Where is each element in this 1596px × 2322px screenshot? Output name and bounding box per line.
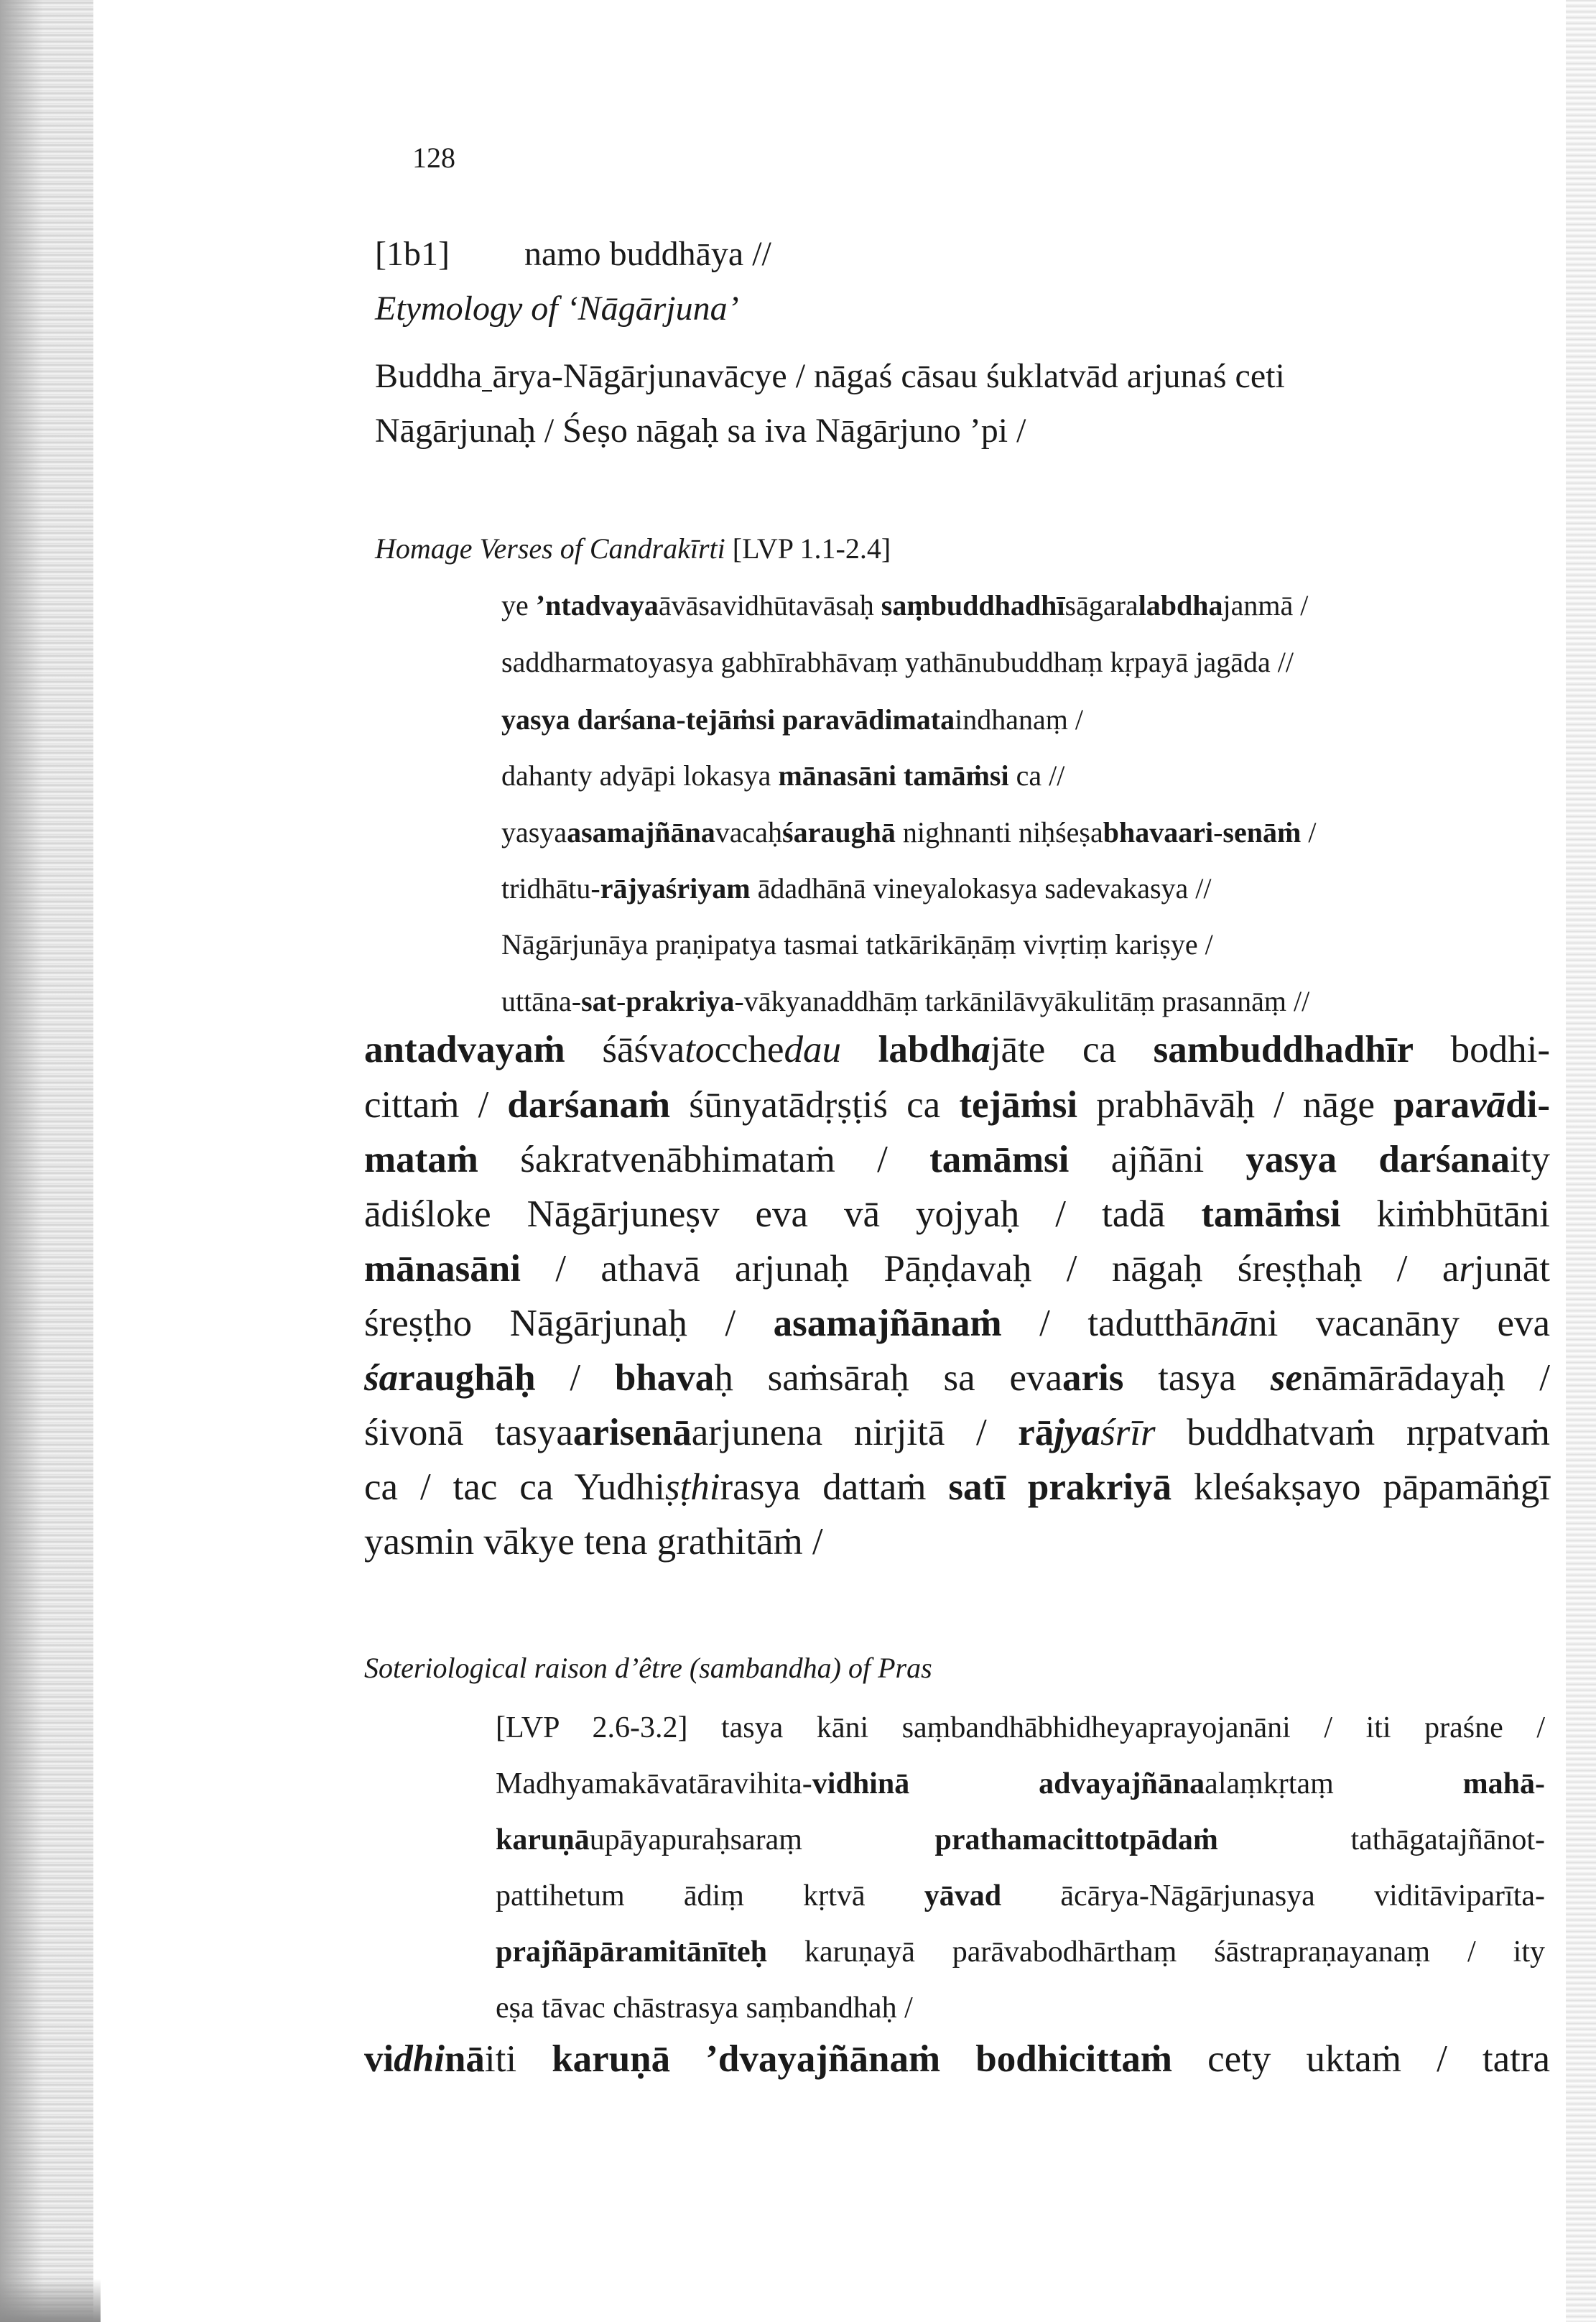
- scan-edge-left: [0, 0, 93, 2322]
- commentary-line: [364, 1302, 1550, 1345]
- text-run: vidhinā: [812, 1767, 910, 1800]
- text-run: nāmārādayaḥ /: [1302, 1357, 1550, 1399]
- text-run: [LVP 2.6-3.2] tasya kāni saṃbandhābhidheyaprayojanāni / iti praśne /: [496, 1711, 1545, 1744]
- verse-line: [501, 984, 1309, 1018]
- scan-edge-bottom: [0, 2279, 101, 2322]
- text-run: saddharmatoyasya gabhīrabhāvaṃ yathānubuddhaṃ kṛpayā jagāda //: [501, 646, 1294, 678]
- text-run: dahanty adyāpi lokasya: [501, 759, 779, 792]
- text-run: śāśva: [565, 1029, 685, 1070]
- verse-text: [501, 872, 1212, 905]
- text-run: śūnyatādṛṣṭiś ca: [670, 1084, 960, 1126]
- text-run: alaṃkṛtaṃ: [1205, 1767, 1463, 1800]
- soteriology-line: [496, 1823, 1545, 1857]
- text-run: mānasāni: [364, 1248, 521, 1290]
- commentary-line: [364, 1356, 1550, 1400]
- etymology-line-1b: ārya-Nāgārjunavācye / nāgaś cāsau śuklatvād arjunaś ceti: [492, 357, 1285, 395]
- text-run: vi: [364, 2038, 394, 2080]
- text-run: prabhāvāḥ / nāge: [1077, 1084, 1394, 1126]
- verse-line: [501, 645, 1294, 679]
- text-run: ari: [1178, 816, 1214, 848]
- soteriology-line: [496, 1767, 1545, 1801]
- text-run: nā: [1210, 1303, 1249, 1344]
- verse-text: [501, 646, 1294, 678]
- text-run: to: [685, 1029, 715, 1070]
- text-run: vacaḥ: [715, 816, 783, 848]
- text-run: ’ntadvaya: [535, 589, 659, 621]
- closing-line: [364, 2037, 1550, 2081]
- verse-line: [501, 759, 1064, 792]
- commentary-line: [364, 1028, 1550, 1071]
- text-run: tamāṁsi: [1201, 1193, 1341, 1235]
- text-run: śivonā tasya: [364, 1412, 573, 1453]
- text-run: rasya dattaṁ: [720, 1466, 949, 1508]
- homage-heading: [375, 532, 891, 565]
- folio-marker: [1b1]: [375, 235, 450, 273]
- text-run: cche: [714, 1029, 784, 1070]
- text-run: / tadutthā: [1001, 1303, 1211, 1344]
- text-run: ḥ saṁsāraḥ sa eva: [714, 1357, 1063, 1399]
- commentary-line: [364, 1466, 1550, 1509]
- text-run: yasya darśana: [1245, 1139, 1511, 1180]
- text-run: eṣa tāvac chāstrasya saṃbandhaḥ /: [496, 1992, 913, 2025]
- text-run: a: [971, 1029, 990, 1070]
- verse-text: [501, 928, 1213, 961]
- text-run: śreṣṭho Nāgārjunaḥ /: [364, 1303, 774, 1344]
- text-run: pattihetum ādiṃ kṛtvā: [496, 1879, 924, 1912]
- etymology-line-1: [375, 356, 1285, 396]
- text-run: mahā-: [1462, 1767, 1545, 1800]
- text-run: [670, 2038, 705, 2080]
- text-run: ni vacanāny eva: [1248, 1303, 1550, 1344]
- soteriology-line: [496, 1711, 1545, 1745]
- text-run: Nāgārjunāya praṇipatya tasmai tatkārikāṇāṃ vivṛtiṃ kariṣye /: [501, 928, 1213, 961]
- text-run: mataṁ: [364, 1139, 478, 1180]
- page-number: 128: [412, 142, 455, 174]
- text-run: tejāṁsi: [959, 1084, 1078, 1126]
- text-run: junāt: [1474, 1248, 1550, 1290]
- text-run: jya: [1054, 1412, 1101, 1453]
- scan-edge-right: [1566, 0, 1596, 2322]
- text-run: -: [616, 985, 626, 1017]
- text-run: arjunena nirjitā /: [691, 1412, 1019, 1453]
- text-run: ajñāni: [1069, 1139, 1246, 1180]
- text-run: arisenā: [572, 1412, 692, 1453]
- text-run: asamajñāna: [567, 816, 715, 848]
- text-run: bodhicittaṁ: [975, 2038, 1173, 2080]
- text-run: iti: [484, 2038, 552, 2080]
- commentary-line: [364, 1411, 1550, 1454]
- text-run: ca / tac ca Yudhi: [364, 1466, 665, 1508]
- text-run: nighnanti niḥśeṣa: [895, 816, 1103, 848]
- text-run: ācārya-Nāgārjunasya viditāviparīta-: [1001, 1879, 1545, 1912]
- text-run: karuṇayā parāvabodhārthaṃ śāstrapraṇayanaṃ / ity: [767, 1935, 1545, 1969]
- text-run: karuṇā: [496, 1823, 590, 1856]
- text-run: sāgara: [1064, 589, 1138, 621]
- text-run: vā: [1470, 1084, 1506, 1126]
- text-run: aris: [1062, 1357, 1124, 1399]
- verse-text: [501, 589, 1308, 621]
- text-run: uttāna-: [501, 985, 582, 1017]
- text-run: nā: [444, 2038, 485, 2080]
- text-run: cety uktaṁ / tatra: [1172, 2038, 1551, 2080]
- text-run: advayajñāna: [1039, 1767, 1205, 1800]
- text-run: bhava: [1103, 816, 1179, 848]
- text-run: raughāḥ: [398, 1357, 536, 1399]
- text-run: -: [1213, 816, 1223, 848]
- homage-heading-ref: [LVP 1.1-2.4]: [725, 532, 891, 565]
- text-run: saṃbuddhadhī: [881, 589, 1065, 621]
- text-run: [940, 2038, 975, 2080]
- soteriology-line: [496, 1935, 1545, 1969]
- text-run: ca //: [1008, 759, 1065, 792]
- commentary-line: [364, 1083, 1550, 1127]
- text-run: dhi: [394, 2038, 445, 2080]
- text-run: labdh: [878, 1029, 972, 1070]
- text-run: jāte ca: [990, 1029, 1154, 1070]
- text-run: se: [1270, 1357, 1302, 1399]
- text-run: bhava: [614, 1357, 715, 1399]
- verse-line: [501, 815, 1316, 849]
- intro-line-folio: [375, 234, 771, 274]
- text-run: ’dvayajñānaṁ: [705, 2038, 941, 2080]
- commentary-line: [364, 1138, 1550, 1181]
- text-run: prakriya: [626, 985, 735, 1017]
- text-run: kiṁbhūtāni: [1340, 1193, 1550, 1235]
- soteriology-heading: Soteriological raison d’être (sambandha) of Pras: [364, 1652, 932, 1684]
- text-run: tathāgatajñānot-: [1217, 1823, 1545, 1856]
- text-run: satī prakriyā: [948, 1466, 1172, 1508]
- text-run: ādiśloke Nāgārjuneṣv eva vā yojyaḥ / tadā: [364, 1193, 1202, 1235]
- soteriology-line: [496, 1991, 913, 2025]
- text-run: r: [1459, 1248, 1475, 1290]
- soteriology-line: [496, 1879, 1545, 1913]
- text-run: mānasāni tamāṁsi: [778, 759, 1009, 792]
- verse-line: [501, 928, 1213, 961]
- text-run: śrīr: [1100, 1412, 1156, 1453]
- text-run: ye: [501, 589, 536, 621]
- etymology-line-1a: Buddha: [375, 357, 483, 395]
- text-run: asamajñānaṁ: [773, 1303, 1002, 1344]
- text-run: darśanaṁ: [507, 1084, 671, 1126]
- text-run: ṣṭhi: [664, 1466, 720, 1508]
- text-run: āvāsavidhūtavāsaḥ: [658, 589, 881, 621]
- text-run: / athavā arjunaḥ Pāṇḍavaḥ / nāgaḥ śreṣṭhaḥ / a: [520, 1248, 1460, 1290]
- commentary-line: [364, 1520, 823, 1563]
- text-run: yasmin vākye tena grathitāṁ /: [364, 1521, 823, 1563]
- text-run: tasya: [1123, 1357, 1271, 1399]
- commentary-line: [364, 1247, 1550, 1290]
- text-run: rājyaśriyam: [600, 872, 751, 905]
- text-run: /: [535, 1357, 615, 1399]
- text-run: yasya: [501, 816, 567, 848]
- text-run: śa: [364, 1357, 399, 1399]
- verse-text: [501, 816, 1316, 848]
- text-run: janmā /: [1222, 589, 1309, 621]
- text-run: kleśakṣayo pāpamāṅgī: [1172, 1466, 1550, 1508]
- verse-line: [501, 871, 1212, 905]
- text-run: dau: [784, 1029, 842, 1070]
- text-run: yasya darśana-tejāṁsi paravādimata: [501, 703, 955, 736]
- text-run: para: [1393, 1084, 1470, 1126]
- text-run: indhanaṃ /: [955, 703, 1083, 736]
- text-run: cittaṁ /: [364, 1084, 508, 1126]
- verse-text: [501, 703, 1083, 736]
- text-run: Madhyamakāvatāravihita-: [496, 1767, 812, 1800]
- text-run: [909, 1767, 1039, 1800]
- text-run: /: [1301, 816, 1317, 848]
- text-run: bodhi-: [1414, 1029, 1551, 1070]
- verse-line: [501, 703, 1083, 736]
- text-run: tamāmsi: [929, 1139, 1070, 1180]
- text-run: ādadhānā vineyalokasya sadevakasya //: [750, 872, 1212, 905]
- text-run: [841, 1029, 878, 1070]
- text-run: sambuddhadhīr: [1153, 1029, 1414, 1070]
- etymology-heading: [375, 289, 739, 328]
- verse-line: [501, 588, 1308, 622]
- etymology-heading-term: ‘Nāgārjuna’: [566, 290, 739, 328]
- text-run: śakratvenābhimataṁ /: [478, 1139, 930, 1180]
- homage-heading-title: Homage Verses of Candrakīrti: [375, 532, 725, 565]
- text-run: -vākyanaddhāṃ tarkānilāvyākulitāṃ prasannāṃ //: [734, 985, 1310, 1017]
- salutation: namo buddhāya //: [524, 235, 771, 273]
- verse-text: [501, 985, 1309, 1017]
- text-run: prathamacittotpādaṁ: [934, 1823, 1218, 1856]
- text-run: di-: [1505, 1084, 1550, 1126]
- text-run: ity: [1510, 1139, 1550, 1180]
- verse-text: [501, 759, 1064, 792]
- text-run: antadvayaṁ: [364, 1029, 565, 1070]
- text-run: śaraughā: [782, 816, 896, 848]
- text-run: prajñāpāramitānīteḥ: [496, 1935, 767, 1969]
- etymology-line-2: Nāgārjunaḥ / Śeṣo nāgaḥ sa iva Nāgārjuno ’pi /: [375, 412, 1026, 450]
- text-run: senāṁ: [1222, 816, 1302, 848]
- text-run: yāvad: [924, 1879, 1002, 1912]
- text-run: karuṇā: [552, 2038, 671, 2080]
- etymology-heading-text: Etymology of: [375, 290, 567, 328]
- text-run: rā: [1018, 1412, 1054, 1453]
- text-run: buddhatvaṁ nṛpatvaṁ: [1155, 1412, 1550, 1453]
- commentary-line: [364, 1193, 1550, 1236]
- text-run: sat: [581, 985, 616, 1017]
- text-run: upāyapuraḥsaraṃ: [589, 1823, 935, 1856]
- text-run: labdha: [1138, 589, 1223, 621]
- text-run: tridhātu-: [501, 872, 600, 905]
